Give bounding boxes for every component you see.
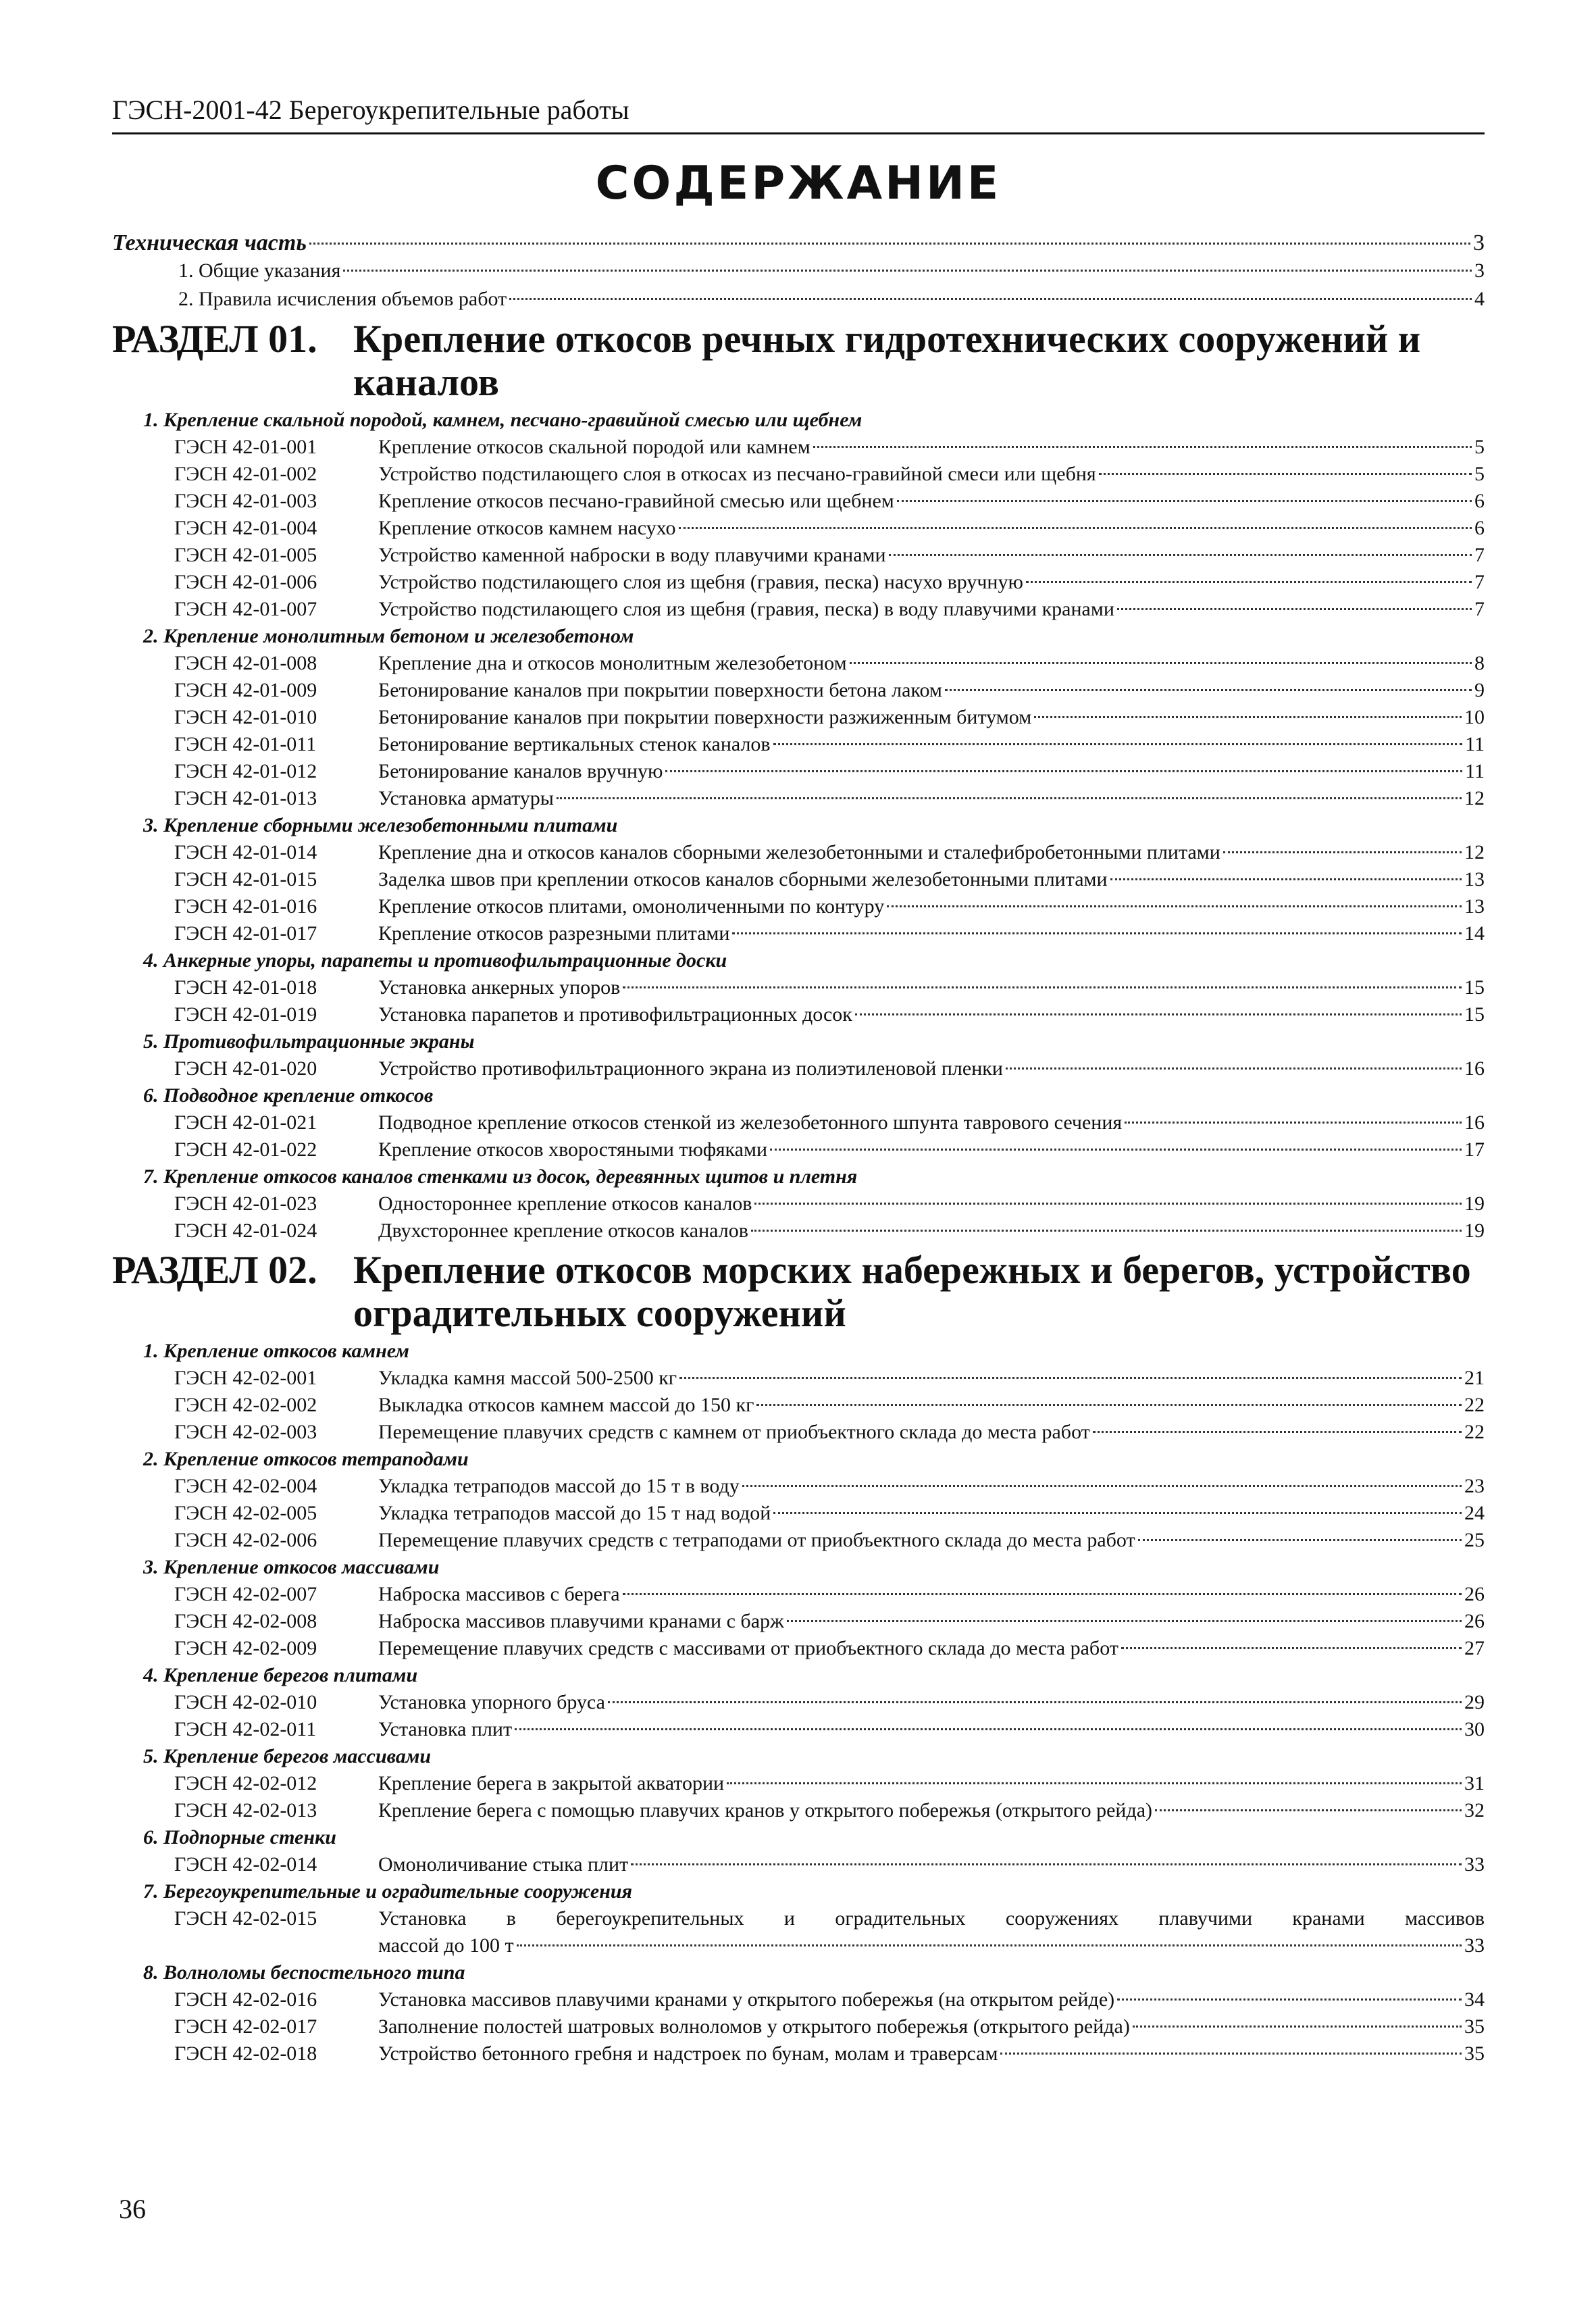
entry-code: ГЭСН 42-01-003 xyxy=(174,490,317,512)
entry-body xyxy=(378,1905,1485,1959)
subsection-heading: 6. Подпорные стенки xyxy=(143,1826,336,1848)
entry-code: ГЭСН 42-02-001 xyxy=(174,1367,317,1389)
entry-page: 27 xyxy=(1464,1637,1485,1659)
entry-text: Подводное крепление откосов стенкой из железобетонного шпунта таврового сечения xyxy=(378,1111,1123,1134)
toc-entry[interactable] xyxy=(112,1635,1485,1662)
toc-entry[interactable] xyxy=(112,2040,1485,2067)
section-heading xyxy=(112,318,1485,404)
toc-leader xyxy=(515,1728,1462,1730)
toc-entry[interactable] xyxy=(112,650,1485,677)
toc-leader xyxy=(608,1701,1462,1703)
subsection-heading: 2. Крепление откосов тетраподами xyxy=(143,1448,469,1470)
entry-text: Перемещение плавучих средств с камнем от приобъектного склада до места работ xyxy=(378,1421,1090,1443)
entry-text: Укладка тетраподов массой до 15 т в воду xyxy=(378,1475,740,1497)
toc-leader xyxy=(343,270,1472,272)
entry-text: Двухстороннее крепление откосов каналов xyxy=(378,1219,748,1242)
section-heading xyxy=(112,1249,1485,1335)
toc-leader xyxy=(945,689,1472,691)
entry-page: 7 xyxy=(1474,544,1485,566)
toc-leader xyxy=(1000,2053,1462,2055)
toc-leader xyxy=(1133,2026,1462,2028)
entry-code: ГЭСН 42-01-014 xyxy=(174,841,317,863)
toc-entry[interactable] xyxy=(112,839,1485,866)
toc-entry[interactable] xyxy=(112,488,1485,515)
toc-entry[interactable] xyxy=(112,1392,1485,1419)
entry-code: ГЭСН 42-02-014 xyxy=(174,1853,317,1876)
entry-page: 10 xyxy=(1464,706,1485,728)
entry-page: 8 xyxy=(1474,652,1485,674)
toc-page: 3 xyxy=(1473,230,1485,255)
toc-entry[interactable] xyxy=(112,920,1485,947)
entry-code: ГЭСН 42-01-009 xyxy=(174,679,317,701)
toc-entry[interactable] xyxy=(112,1055,1485,1082)
toc-entry[interactable] xyxy=(112,1473,1485,1500)
entry-code: ГЭСН 42-01-001 xyxy=(174,436,317,458)
entry-page: 5 xyxy=(1474,463,1485,485)
entry-text: Крепление дна и откосов монолитным железобетоном xyxy=(378,652,847,674)
entry-text: Устройство подстилающего слоя из щебня (гравия, песка) в воду плавучими кранами xyxy=(378,598,1114,620)
toc-label: Техническая часть xyxy=(112,230,307,255)
toc-entry[interactable] xyxy=(112,515,1485,542)
entry-code: ГЭСН 42-01-016 xyxy=(174,895,317,917)
toc-leader xyxy=(623,1593,1462,1595)
toc-leader xyxy=(787,1620,1462,1622)
toc-leader xyxy=(557,797,1462,799)
subsection-heading: 4. Анкерные упоры, парапеты и противофильтрационные доски xyxy=(143,949,727,972)
entry-text: Бетонирование каналов вручную xyxy=(378,760,663,782)
toc-leader xyxy=(756,1404,1462,1406)
entry-page: 23 xyxy=(1464,1475,1485,1497)
entry-page: 19 xyxy=(1464,1192,1485,1215)
entry-text: Наброска массивов с берега xyxy=(378,1583,620,1605)
entry-page: 15 xyxy=(1464,1003,1485,1026)
entry-text: Установка арматуры xyxy=(378,787,554,809)
entry-page: 33 xyxy=(1464,1934,1485,1957)
table-of-contents xyxy=(112,230,1485,2067)
entry-text: Крепление откосов разрезными плитами xyxy=(378,922,730,945)
subsection-heading: 8. Волноломы беспостельного типа xyxy=(143,1961,465,1984)
entry-text: Омоноличивание стыка плит xyxy=(378,1853,629,1876)
toc-leader xyxy=(1034,716,1462,718)
entry-text: Заделка швов при креплении откосов каналов сборными железобетонными плитами xyxy=(378,868,1108,890)
entry-text: Крепление откосов камнем насухо xyxy=(378,517,676,539)
toc-leader xyxy=(1125,1122,1462,1124)
entry-text: Крепление откосов хворостяными тюфяками xyxy=(378,1138,768,1161)
section-code: РАЗДЕЛ 01. xyxy=(112,317,317,361)
toc-entry[interactable] xyxy=(112,1581,1485,1608)
entry-code: ГЭСН 42-02-012 xyxy=(174,1772,317,1794)
entry-code: ГЭСН 42-01-013 xyxy=(174,787,317,809)
toc-entry[interactable] xyxy=(112,1797,1485,1824)
toc-technical-item[interactable] xyxy=(112,257,1485,285)
toc-leader xyxy=(509,298,1472,300)
toc-leader xyxy=(754,1203,1462,1205)
entry-code: ГЭСН 42-01-018 xyxy=(174,976,317,999)
entry-code: ГЭСН 42-01-007 xyxy=(174,598,317,620)
entry-page: 35 xyxy=(1464,2042,1485,2065)
entry-text-continuation-line xyxy=(378,1932,1485,1959)
toc-leader xyxy=(1026,581,1472,583)
toc-leader xyxy=(1223,851,1462,853)
entry-code: ГЭСН 42-02-017 xyxy=(174,2015,317,2038)
entry-page: 30 xyxy=(1464,1718,1485,1740)
entry-text: Устройство бетонного гребня и надстроек по бунам, молам и траверсам xyxy=(378,2042,998,2065)
toc-leader xyxy=(1117,1998,1462,2001)
toc-entry[interactable] xyxy=(112,1190,1485,1217)
toc-technical-part[interactable] xyxy=(112,230,1485,257)
entry-page: 21 xyxy=(1464,1367,1485,1389)
toc-page: 4 xyxy=(1474,288,1485,310)
entry-page: 5 xyxy=(1474,436,1485,458)
toc-entry[interactable] xyxy=(112,1419,1485,1446)
toc-entry[interactable] xyxy=(112,893,1485,920)
entry-code: ГЭСН 42-01-005 xyxy=(174,544,317,566)
toc-entry[interactable] xyxy=(112,1217,1485,1244)
entry-text: Установка плит xyxy=(378,1718,513,1740)
entry-page: 11 xyxy=(1465,733,1485,755)
toc-entry[interactable] xyxy=(112,1905,1485,1959)
toc-leader xyxy=(1117,608,1472,610)
entry-text: Наброска массивов плавучими кранами с барж xyxy=(378,1610,784,1632)
entry-page: 31 xyxy=(1464,1772,1485,1794)
toc-leader xyxy=(751,1230,1462,1232)
entry-code: ГЭСН 42-02-002 xyxy=(174,1394,317,1416)
entry-page: 19 xyxy=(1464,1219,1485,1242)
entry-page: 6 xyxy=(1474,517,1485,539)
toc-leader xyxy=(850,662,1472,664)
toc-entry[interactable] xyxy=(112,758,1485,785)
entry-page: 7 xyxy=(1474,571,1485,593)
entry-code: ГЭСН 42-02-005 xyxy=(174,1502,317,1524)
entry-page: 14 xyxy=(1464,922,1485,945)
entry-code: ГЭСН 42-01-023 xyxy=(174,1192,317,1215)
entry-code: ГЭСН 42-02-013 xyxy=(174,1799,317,1821)
toc-entry[interactable] xyxy=(112,974,1485,1001)
entry-code: ГЭСН 42-01-024 xyxy=(174,1219,317,1242)
toc-leader xyxy=(679,1377,1462,1379)
toc-leader xyxy=(1155,1809,1462,1811)
subsection-heading: 3. Крепление откосов массивами xyxy=(143,1556,440,1578)
entry-text: Крепление берега с помощью плавучих кранов у открытого побережья (открытого рейда) xyxy=(378,1799,1153,1821)
toc-leader xyxy=(727,1782,1462,1784)
entry-code: ГЭСН 42-01-015 xyxy=(174,868,317,890)
entry-text: Бетонирование вертикальных стенок каналов xyxy=(378,733,771,755)
entry-text: Выкладка откосов камнем массой до 150 кг xyxy=(378,1394,754,1416)
entry-page: 22 xyxy=(1464,1421,1485,1443)
entry-code: ГЭСН 42-02-009 xyxy=(174,1637,317,1659)
entry-text: Крепление дна и откосов каналов сборными железобетонными и сталефибробетонными плитами xyxy=(378,841,1220,863)
entry-code: ГЭСН 42-01-010 xyxy=(174,706,317,728)
entry-text: Перемещение плавучих средств с массивами от приобъектного склада до места работ xyxy=(378,1637,1118,1659)
entry-text: Установка массивов плавучими кранами у открытого побережья (на открытом рейде) xyxy=(378,1988,1115,2011)
entry-page: 33 xyxy=(1464,1853,1485,1876)
entry-code: ГЭСН 42-02-016 xyxy=(174,1988,317,2011)
entry-code: ГЭСН 42-01-008 xyxy=(174,652,317,674)
toc-entry[interactable] xyxy=(112,461,1485,488)
entry-code: ГЭСН 42-02-010 xyxy=(174,1691,317,1713)
toc-entry[interactable] xyxy=(112,1500,1485,1527)
entry-text: Установка анкерных упоров xyxy=(378,976,621,999)
entry-page: 12 xyxy=(1464,841,1485,863)
toc-leader xyxy=(1138,1539,1462,1541)
entry-page: 24 xyxy=(1464,1502,1485,1524)
toc-entry[interactable] xyxy=(112,1527,1485,1554)
toc-entry[interactable] xyxy=(112,542,1485,569)
subsection-heading: 5. Крепление берегов массивами xyxy=(143,1745,432,1767)
subsection-heading: 7. Берегоукрепительные и оградительные сооружения xyxy=(143,1880,633,1903)
entry-page: 16 xyxy=(1464,1111,1485,1134)
entry-code: ГЭСН 42-01-002 xyxy=(174,463,317,485)
toc-leader xyxy=(631,1863,1462,1865)
toc-leader xyxy=(1006,1067,1462,1070)
entry-page: 32 xyxy=(1464,1799,1485,1821)
toc-leader xyxy=(773,1512,1462,1514)
page-number: 36 xyxy=(119,2194,146,2224)
toc-entry[interactable] xyxy=(112,1986,1485,2013)
toc-leader xyxy=(813,446,1472,448)
entry-code: ГЭСН 42-02-007 xyxy=(174,1583,317,1605)
toc-entry[interactable] xyxy=(112,1136,1485,1163)
entry-page: 26 xyxy=(1464,1583,1485,1605)
toc-entry[interactable] xyxy=(112,785,1485,812)
entry-page: 9 xyxy=(1474,679,1485,701)
subsection-heading: 1. Крепление скальной породой, камнем, песчано-гравийной смесью или щебнем xyxy=(143,409,863,431)
entry-text: Бетонирование каналов при покрытии поверхности разжиженным битумом xyxy=(378,706,1032,728)
toc-leader xyxy=(1093,1431,1462,1433)
toc-label: 2. Правила исчисления объемов работ xyxy=(178,288,507,310)
entry-code: ГЭСН 42-02-011 xyxy=(174,1718,317,1740)
entry-code: ГЭСН 42-01-012 xyxy=(174,760,317,782)
entry-page: 35 xyxy=(1464,2015,1485,2038)
subsection-heading: 5. Противофильтрационные экраны xyxy=(143,1030,475,1053)
toc-leader xyxy=(889,554,1472,556)
entry-code: ГЭСН 42-01-017 xyxy=(174,922,317,945)
entry-page: 6 xyxy=(1474,490,1485,512)
entry-page: 15 xyxy=(1464,976,1485,999)
entry-text: Установка упорного бруса xyxy=(378,1691,605,1713)
toc-leader xyxy=(1121,1647,1462,1649)
toc-leader xyxy=(897,500,1472,502)
toc-leader xyxy=(1099,473,1472,475)
entry-code: ГЭСН 42-01-006 xyxy=(174,571,317,593)
entry-page: 16 xyxy=(1464,1057,1485,1080)
entry-code: ГЭСН 42-02-006 xyxy=(174,1529,317,1551)
toc-technical-item[interactable] xyxy=(112,285,1485,313)
toc-entry[interactable] xyxy=(112,1608,1485,1635)
entry-page: 25 xyxy=(1464,1529,1485,1551)
toc-label: 1. Общие указания xyxy=(178,259,341,282)
entry-code: ГЭСН 42-01-021 xyxy=(174,1111,317,1134)
entry-page: 17 xyxy=(1464,1138,1485,1161)
subsection-heading: 2. Крепление монолитным бетоном и железобетоном xyxy=(143,625,634,647)
entry-text: Бетонирование каналов при покрытии поверхности бетона лаком xyxy=(378,679,942,701)
section-title: Крепление откосов речных гидротехнических сооружений и каналов xyxy=(353,317,1421,404)
entry-code: ГЭСН 42-02-015 xyxy=(174,1907,317,1930)
entry-page: 12 xyxy=(1464,787,1485,809)
section-title: Крепление откосов морских набережных и берегов, устройство оградительных сооружений xyxy=(353,1248,1471,1335)
toc-entry[interactable] xyxy=(112,1851,1485,1878)
entry-text-continuation: массой до 100 т xyxy=(378,1934,514,1957)
toc-entry[interactable] xyxy=(112,1001,1485,1028)
entry-text: Устройство противофильтрационного экрана из полиэтиленовой пленки xyxy=(378,1057,1003,1080)
toc-entry[interactable] xyxy=(112,1689,1485,1716)
toc-entry[interactable] xyxy=(112,704,1485,731)
toc-entry[interactable] xyxy=(112,1716,1485,1743)
entry-text: Укладка тетраподов массой до 15 т над водой xyxy=(378,1502,771,1524)
entry-page: 34 xyxy=(1464,1988,1485,2011)
subsection-heading: 6. Подводное крепление откосов xyxy=(143,1084,434,1107)
entry-text: Крепление откосов песчано-гравийной смесью или щебнем xyxy=(378,490,894,512)
toc-leader xyxy=(1110,878,1462,880)
entry-text: Крепление берега в закрытой акватории xyxy=(378,1772,725,1794)
entry-text: Перемещение плавучих средств с тетраподами от приобъектного склада до места работ xyxy=(378,1529,1135,1551)
toc-entry[interactable] xyxy=(112,2013,1485,2040)
entry-page: 29 xyxy=(1464,1691,1485,1713)
toc-entry[interactable] xyxy=(112,731,1485,758)
entry-page: 22 xyxy=(1464,1394,1485,1416)
subsection-heading: 7. Крепление откосов каналов стенками из досок, деревянных щитов и плетня xyxy=(143,1165,858,1188)
toc-entry[interactable] xyxy=(112,1770,1485,1797)
entry-text: Крепление откосов скальной породой или камнем xyxy=(378,436,810,458)
entry-page: 13 xyxy=(1464,895,1485,917)
toc-leader xyxy=(517,1944,1462,1946)
entry-text: Заполнение полостей шатровых волноломов у открытого побережья (открытого рейда) xyxy=(378,2015,1130,2038)
entry-page: 7 xyxy=(1474,598,1485,620)
toc-entry[interactable] xyxy=(112,1109,1485,1136)
toc-entry[interactable] xyxy=(112,1365,1485,1392)
section-code: РАЗДЕЛ 02. xyxy=(112,1248,317,1292)
entry-text: Устройство каменной наброски в воду плавучими кранами xyxy=(378,544,886,566)
toc-page: 3 xyxy=(1474,259,1485,282)
entry-text: Установка в берегоукрепительных и оградительных сооружениях плавучими кранами массивов xyxy=(378,1907,1485,1930)
toc-leader xyxy=(623,986,1462,988)
toc-leader xyxy=(665,770,1462,772)
entry-code: ГЭСН 42-02-008 xyxy=(174,1610,317,1632)
toc-leader xyxy=(855,1013,1462,1015)
toc-entry[interactable] xyxy=(112,866,1485,893)
toc-entry[interactable] xyxy=(112,596,1485,623)
subsection-heading: 3. Крепление сборными железобетонными плитами xyxy=(143,814,618,836)
toc-entry[interactable] xyxy=(112,569,1485,596)
toc-leader xyxy=(773,743,1463,745)
subsection-heading: 4. Крепление берегов плитами xyxy=(143,1664,418,1686)
entry-text: Устройство подстилающего слоя в откосах из песчано-гравийной смеси или щебня xyxy=(378,463,1096,485)
toc-leader xyxy=(309,243,1470,245)
entry-code: ГЭСН 42-02-018 xyxy=(174,2042,317,2065)
toc-leader xyxy=(679,527,1472,529)
entry-text: Укладка камня массой 500-2500 кг xyxy=(378,1367,677,1389)
page-title: СОДЕРЖАНИЕ xyxy=(595,157,1002,210)
running-header: ГЭСН-2001-42 Берегоукрепительные работы xyxy=(112,95,1485,134)
toc-entry[interactable] xyxy=(112,434,1485,461)
subsection-heading: 1. Крепление откосов камнем xyxy=(143,1340,409,1362)
toc-leader xyxy=(887,905,1462,907)
entry-code: ГЭСН 42-01-022 xyxy=(174,1138,317,1161)
entry-code: ГЭСН 42-01-004 xyxy=(174,517,317,539)
entry-page: 13 xyxy=(1464,868,1485,890)
entry-text: Установка парапетов и противофильтрационных досок xyxy=(378,1003,852,1026)
toc-entry[interactable] xyxy=(112,677,1485,704)
toc-leader xyxy=(732,932,1462,934)
entry-code: ГЭСН 42-02-004 xyxy=(174,1475,317,1497)
toc-leader xyxy=(770,1149,1462,1151)
entry-text: Крепление откосов плитами, омоноличенными по контуру xyxy=(378,895,885,917)
entry-code: ГЭСН 42-01-019 xyxy=(174,1003,317,1026)
entry-code: ГЭСН 42-01-020 xyxy=(174,1057,317,1080)
entry-page: 11 xyxy=(1465,760,1485,782)
toc-leader xyxy=(742,1485,1462,1487)
entry-page: 26 xyxy=(1464,1610,1485,1632)
entry-code: ГЭСН 42-01-011 xyxy=(174,733,317,755)
entry-text: Устройство подстилающего слоя из щебня (гравия, песка) насухо вручную xyxy=(378,571,1023,593)
entry-code: ГЭСН 42-02-003 xyxy=(174,1421,317,1443)
entry-text: Одностороннее крепление откосов каналов xyxy=(378,1192,752,1215)
